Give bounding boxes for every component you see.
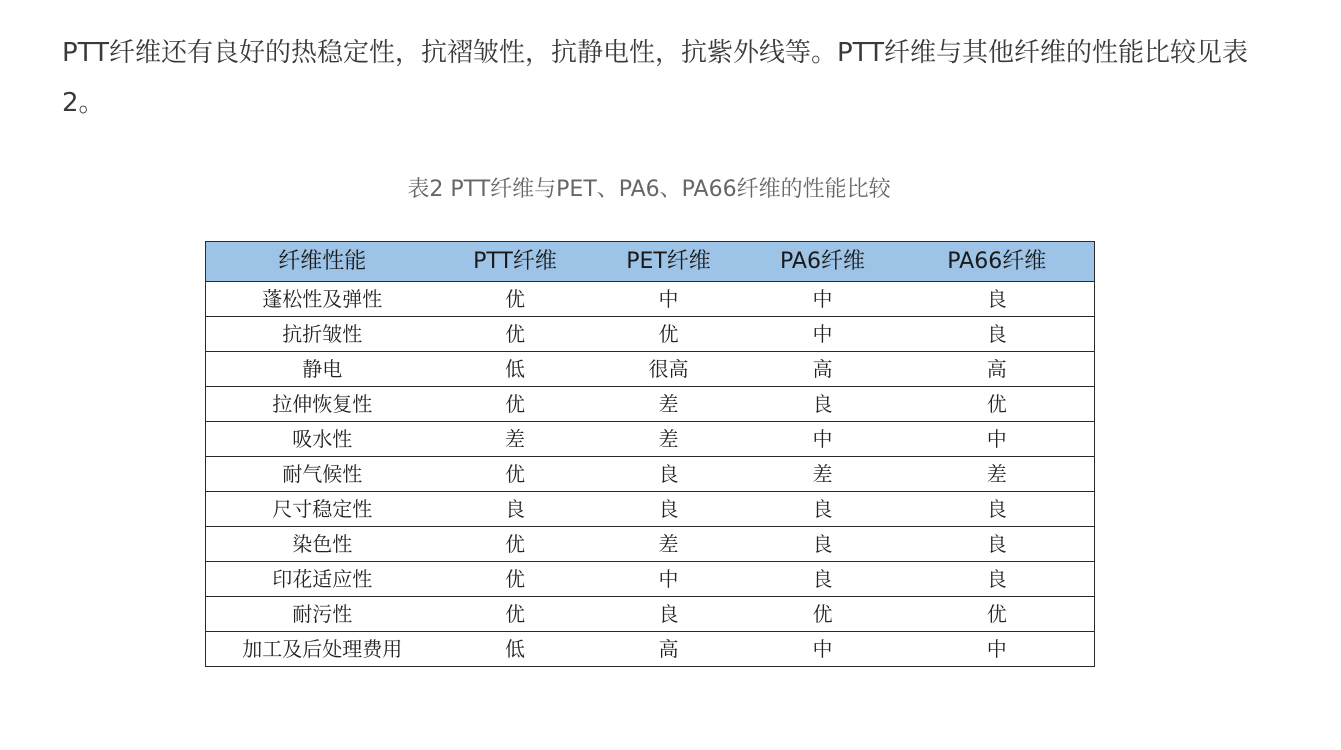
table-cell: 优	[746, 597, 900, 632]
table-cell: 中	[746, 422, 900, 457]
table-cell: 高	[746, 352, 900, 387]
table-caption: 表2 PTT纤维与PET、PA6、PA66纤维的性能比较	[407, 177, 891, 202]
table-cell: 优	[439, 457, 592, 492]
fiber-comparison-table	[205, 241, 1095, 667]
table-row	[206, 422, 1095, 457]
row-label: 耐气候性	[206, 457, 439, 492]
table-cell: 良	[900, 282, 1095, 317]
table-cell: 良	[900, 492, 1095, 527]
table-cell: 良	[746, 562, 900, 597]
table-row	[206, 387, 1095, 422]
table-row	[206, 562, 1095, 597]
table-cell: 优	[900, 597, 1095, 632]
table-header-row	[206, 242, 1095, 282]
table-row	[206, 282, 1095, 317]
table-cell: 低	[439, 632, 592, 667]
table-cell: 良	[592, 457, 746, 492]
header-cell: PA66纤维	[900, 242, 1095, 282]
table-cell: 优	[439, 597, 592, 632]
table-cell: 中	[592, 282, 746, 317]
intro-paragraph: PTT纤维还有良好的热稳定性，抗褶皱性，抗静电性，抗紫外线等。PTT纤维与其他纤维的性能比较见表2。	[62, 38, 1248, 118]
table-cell: 良	[746, 387, 900, 422]
row-label: 拉伸恢复性	[206, 387, 439, 422]
row-label: 静电	[206, 352, 439, 387]
table-cell: 优	[439, 282, 592, 317]
table-cell: 良	[900, 317, 1095, 352]
table-cell: 优	[592, 317, 746, 352]
table-cell: 高	[900, 352, 1095, 387]
header-cell: PET纤维	[592, 242, 746, 282]
header-cell: PTT纤维	[439, 242, 592, 282]
table-cell: 优	[900, 387, 1095, 422]
table-cell: 良	[900, 562, 1095, 597]
table-row	[206, 457, 1095, 492]
table-row	[206, 632, 1095, 667]
table-cell: 中	[900, 422, 1095, 457]
table-cell: 优	[439, 527, 592, 562]
table-cell: 中	[746, 632, 900, 667]
table-cell: 差	[592, 422, 746, 457]
row-label: 抗折皱性	[206, 317, 439, 352]
table-row	[206, 352, 1095, 387]
table-cell: 良	[592, 492, 746, 527]
row-label: 蓬松性及弹性	[206, 282, 439, 317]
table-cell: 差	[592, 527, 746, 562]
table-cell: 中	[592, 562, 746, 597]
table-cell: 优	[439, 562, 592, 597]
table-cell: 优	[439, 317, 592, 352]
row-label: 加工及后处理费用	[206, 632, 439, 667]
header-cell: 纤维性能	[206, 242, 439, 282]
row-label: 染色性	[206, 527, 439, 562]
table-cell: 良	[592, 597, 746, 632]
table-cell: 高	[592, 632, 746, 667]
table-cell: 差	[592, 387, 746, 422]
table-cell: 差	[900, 457, 1095, 492]
header-cell: PA6纤维	[746, 242, 900, 282]
table-cell: 良	[746, 527, 900, 562]
table-cell: 差	[746, 457, 900, 492]
table-cell: 低	[439, 352, 592, 387]
table-cell: 良	[900, 527, 1095, 562]
table-cell: 优	[439, 387, 592, 422]
table-row	[206, 492, 1095, 527]
row-label: 印花适应性	[206, 562, 439, 597]
table-row	[206, 597, 1095, 632]
row-label: 尺寸稳定性	[206, 492, 439, 527]
table-cell: 中	[900, 632, 1095, 667]
table-cell: 良	[746, 492, 900, 527]
table-cell: 差	[439, 422, 592, 457]
table-row	[206, 527, 1095, 562]
table-cell: 中	[746, 282, 900, 317]
row-label: 耐污性	[206, 597, 439, 632]
table-row	[206, 317, 1095, 352]
table-cell: 良	[439, 492, 592, 527]
table-cell: 很高	[592, 352, 746, 387]
table-cell: 中	[746, 317, 900, 352]
row-label: 吸水性	[206, 422, 439, 457]
